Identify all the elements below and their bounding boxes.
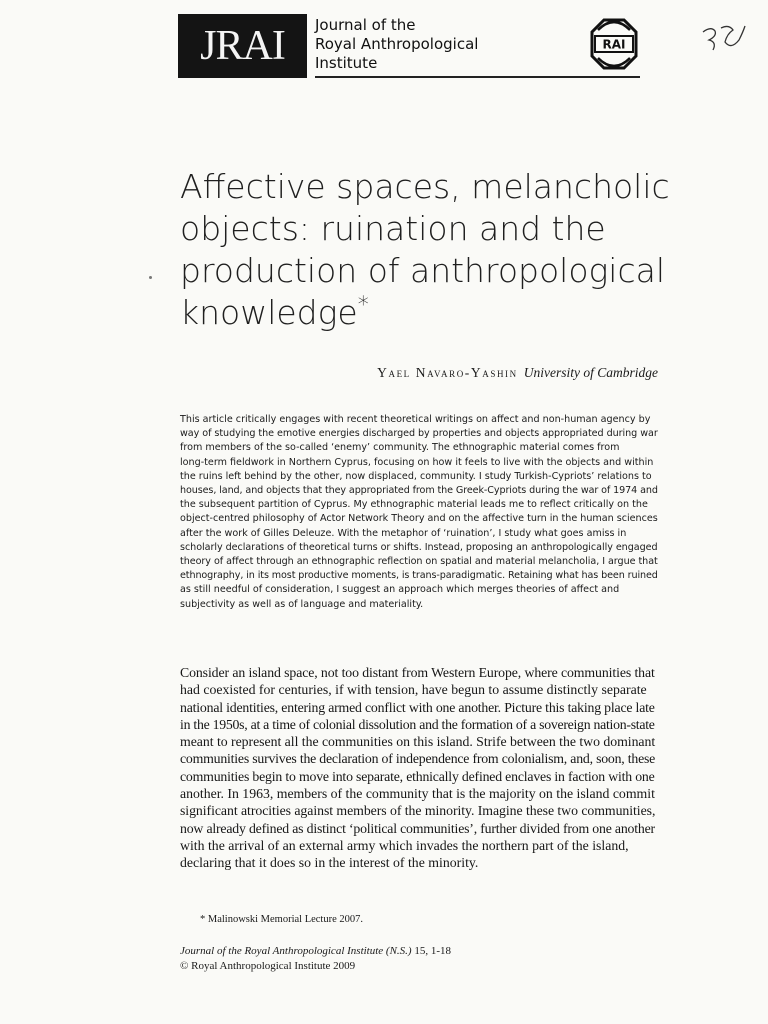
citation-line — [180, 944, 580, 959]
body-line: communities survives the declaration of independence from colonialism, and, soon, these — [180, 751, 656, 767]
journal-name-line: Institute — [315, 54, 378, 72]
abstract-line: houses, land, and objects that they appropriated from the Greek-Cypriots during the war of 1974 and — [180, 485, 658, 497]
rai-emblem-icon — [588, 16, 640, 72]
journal-name-line: Royal Anthropological — [315, 35, 479, 53]
handwritten-mark — [699, 22, 747, 54]
body-line: now already defined as distinct ‘political communities’, further divided from one another — [180, 820, 655, 836]
masthead-rule — [315, 76, 640, 78]
abstract-line: long-term fieldwork in Northern Cyprus, focusing on how it feels to live with the objects and within — [180, 456, 654, 468]
page-footer — [180, 944, 580, 974]
citation-journal: Journal of the Royal Anthropological Institute (N.S.) — [180, 945, 412, 957]
citation-volume: 15, 1-18 — [411, 945, 452, 957]
title-line-text: knowledge — [180, 293, 358, 332]
body-line: Consider an island space, not too distant from Western Europe, where communities that — [180, 665, 655, 680]
margin-mark — [149, 276, 152, 279]
body-line: significant atrocities against members of the minority. Imagine these two communities, — [180, 803, 656, 819]
body-text — [180, 664, 655, 872]
jrai-logo: JRAI — [178, 14, 307, 78]
author-name: Yael Navaro-Yashin — [377, 365, 518, 380]
body-line: declaring that it does so in the interest of the minority. — [180, 855, 479, 871]
body-line: another. In 1963, members of the community that is the majority on the island commit — [180, 786, 655, 802]
abstract-line: from members of the so-called ‘enemy’ community. The ethnographic material comes from — [180, 442, 620, 454]
title-line: production of anthropological — [180, 251, 666, 290]
body-line: had coexisted for centuries, if with tension, have begun to assume distinctly separate — [180, 682, 647, 698]
copyright-line: © Royal Anthropological Institute 2009 — [180, 960, 356, 972]
abstract-line: theory of affect through an ethnographic reflection on spatial and material melancholia, I argue that — [180, 556, 658, 568]
journal-name-line: Journal of the — [315, 16, 416, 34]
byline — [180, 365, 658, 381]
author-affiliation: University of Cambridge — [523, 365, 658, 380]
body-line: national identities, entering armed conflict with one another. Picture this taking place late — [180, 699, 655, 715]
body-line: in the 1950s, at a time of colonial dissolution and the formation of a sovereign nation-state — [180, 716, 655, 732]
abstract-line: This article critically engages with recent theoretical writings on affect and non-human agency by — [180, 414, 651, 425]
abstract — [180, 413, 658, 612]
article-title — [180, 166, 700, 334]
body-line: with the arrival of an external army which invades the northern part of the island, — [180, 837, 629, 853]
abstract-line: the subsequent partition of Cyprus. My ethnographic material leads me to reflect critically on the — [180, 499, 648, 511]
journal-masthead — [178, 14, 640, 78]
abstract-line: as still needful of consideration, I suggest an approach which merges theories of affect and — [180, 584, 620, 596]
title-line: Affective spaces, melancholic — [180, 167, 670, 206]
abstract-line: ethnography, in its most productive moments, is trans-paradigmatic. Retaining what has been ruined — [180, 570, 658, 582]
abstract-line: subjectivity as well as of language and materiality. — [180, 598, 424, 610]
abstract-line: scholarly declarations of theoretical turns or shifts. Instead, proposing an anthropologically engaged — [180, 541, 658, 553]
body-line: communities begin to move into separate, ethnically defined enclaves in faction with one — [180, 768, 655, 784]
body-line: meant to represent all the communities on this island. Strife between the two dominant — [180, 734, 656, 750]
rai-emblem-text: RAI — [602, 37, 626, 52]
abstract-line: way of studying the emotive energies discharged by properties and objects appropriated during war — [180, 428, 658, 440]
footnote: * Malinowski Memorial Lecture 2007. — [200, 914, 364, 925]
abstract-line: the ruins left behind by the other, now displaced, community. I study Turkish-Cypriots’ relations to — [180, 470, 652, 482]
title-line: objects: ruination and the — [180, 209, 606, 248]
title-footnote-mark: * — [357, 293, 369, 318]
title-line — [180, 292, 700, 334]
journal-name — [315, 16, 585, 73]
abstract-line: object-centred philosophy of Actor Network Theory and on the affective turn in the human sciences — [180, 513, 658, 525]
abstract-line: after the work of Gilles Deleuze. With the metaphor of ‘ruination’, I study what goes amiss in — [180, 527, 627, 539]
